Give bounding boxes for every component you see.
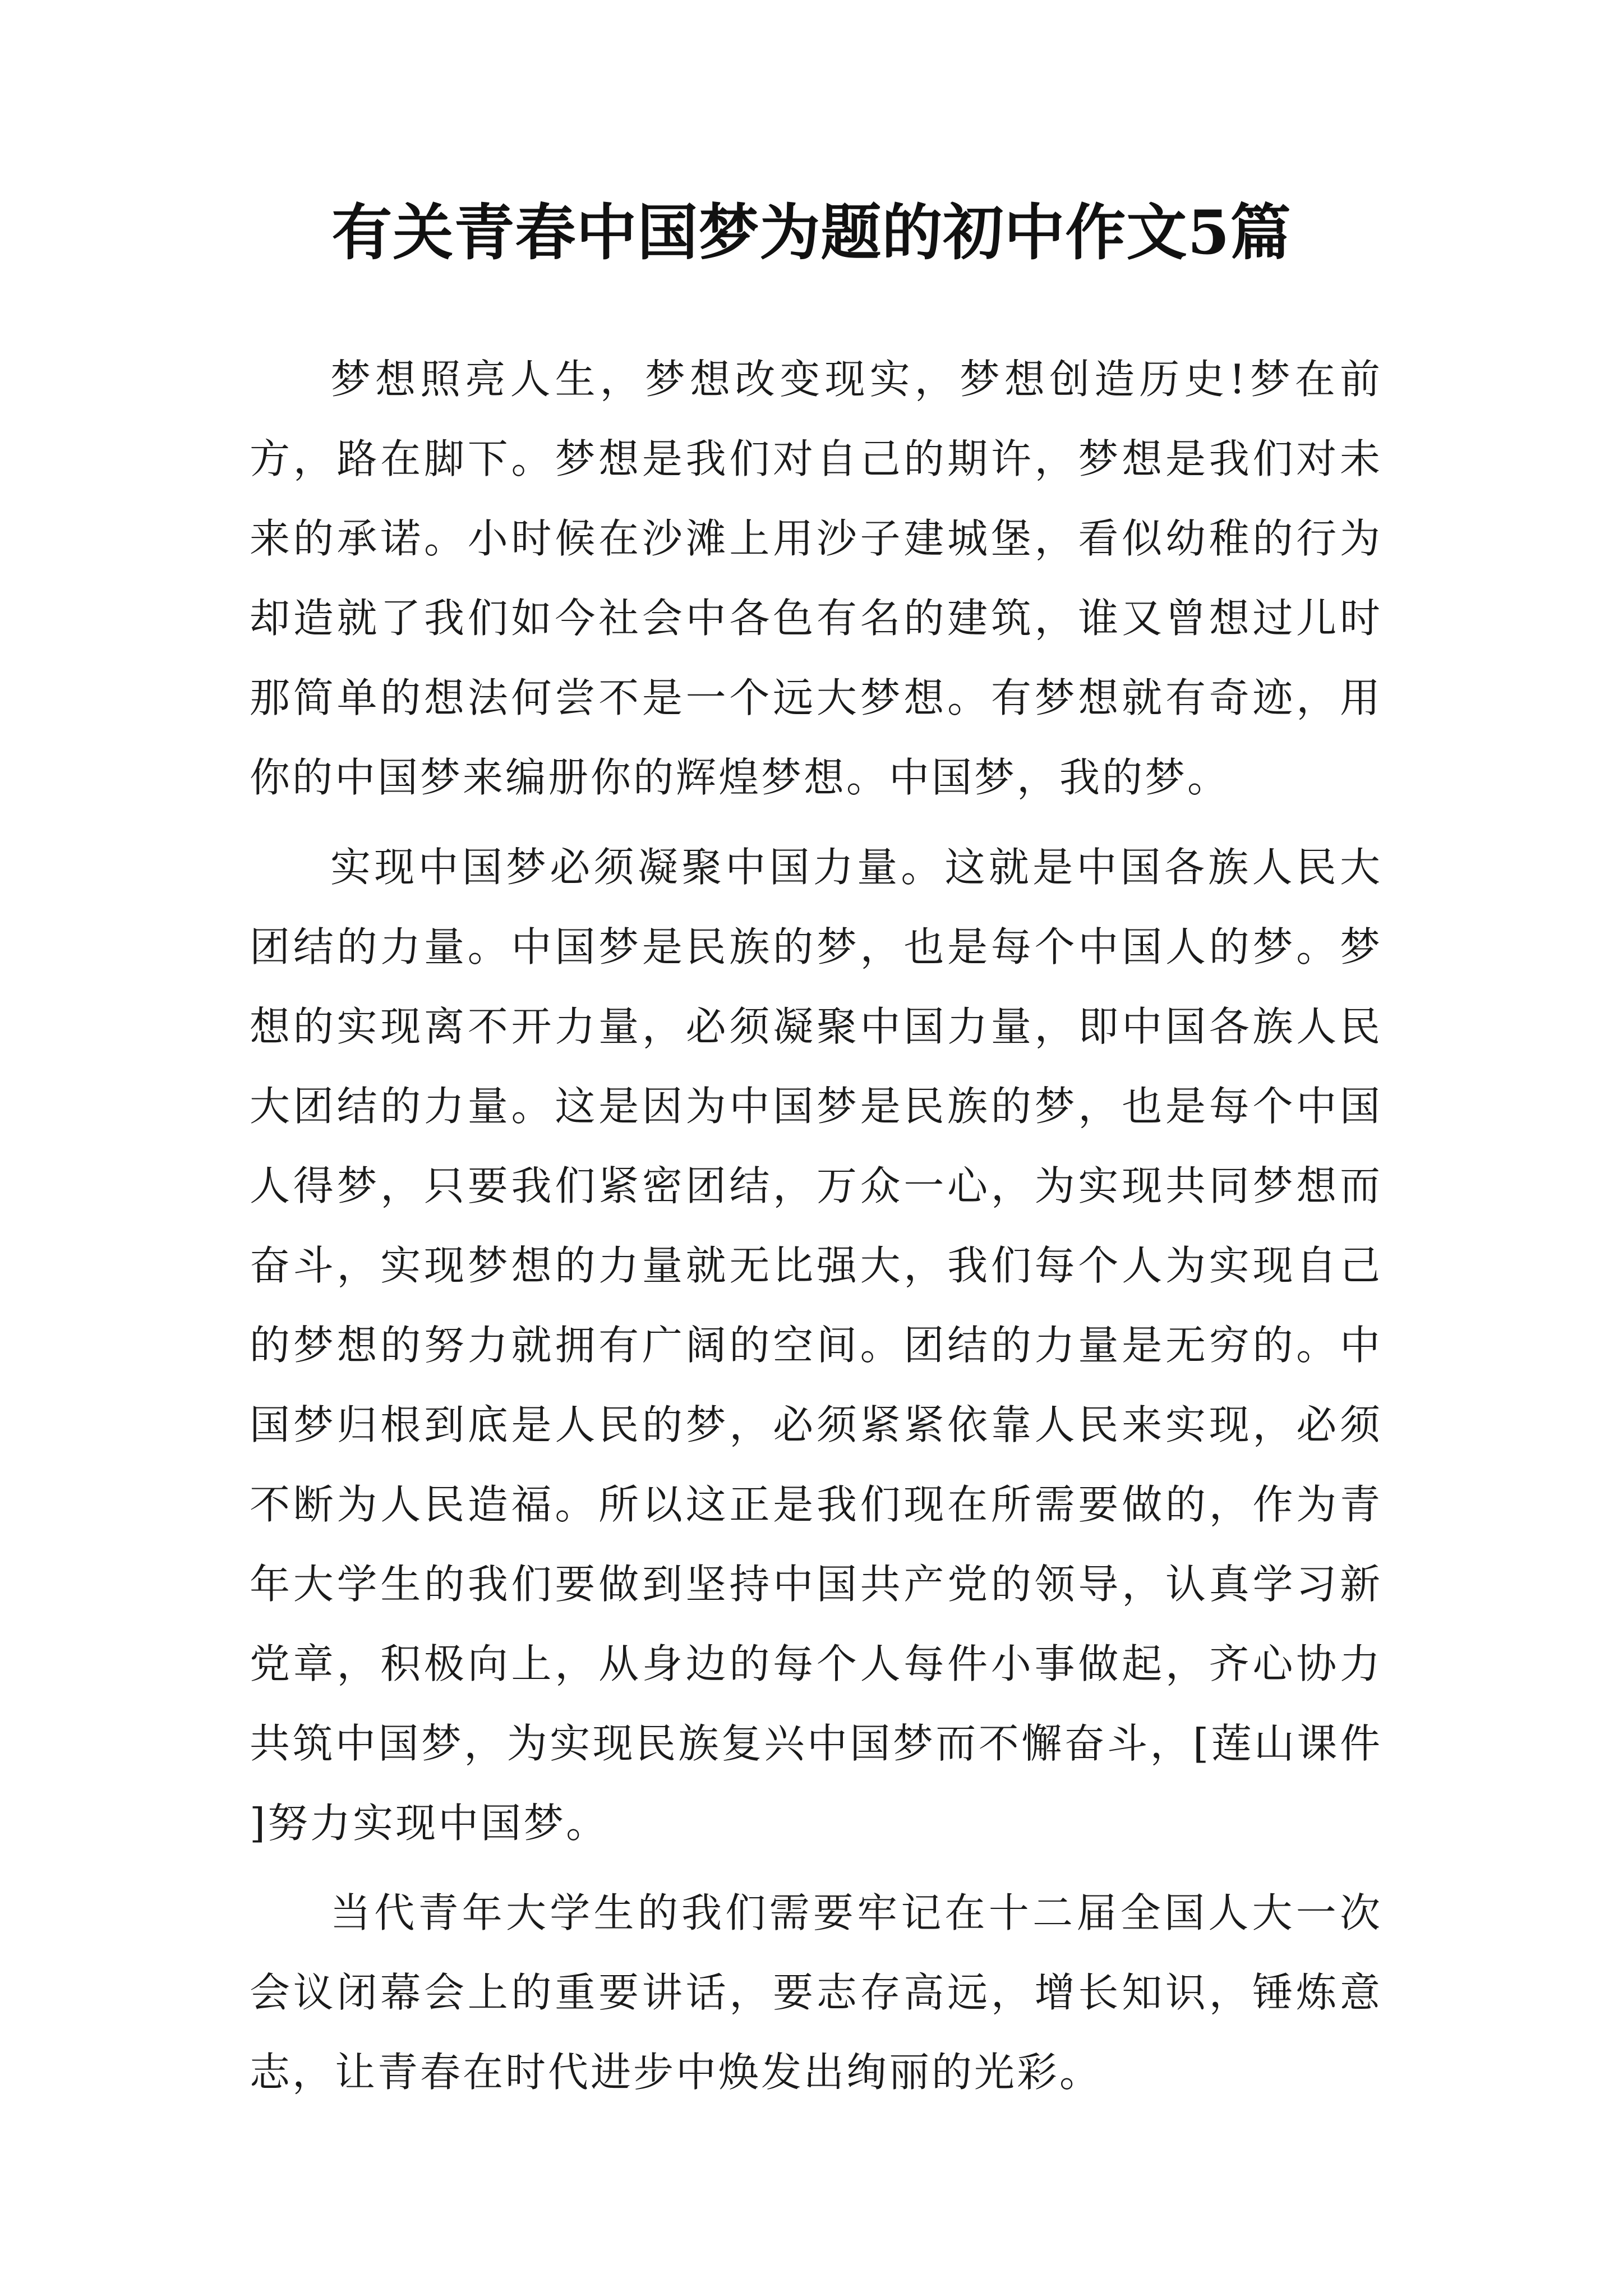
document-title: 有关青春中国梦为题的初中作文5篇 [331,197,1292,268]
paragraph-2: 实现中国梦必须凝聚中国力量。这就是中国各族人民大团结的力量。中国梦是民族的梦，也是每个中国人的梦。梦想的实现离不开力量，必须凝聚中国力量，即中国各族人民大团结的力量。这是因为中国梦是民族的梦，也是每个中国人得梦，只要我们紧密团结，万众一心，为实现共同梦想而奋斗，实现梦想的力量就无比强大，我们每个人为实现自己的梦想的努力就拥有广阔的空间。团结的力量是无穷的。中国梦归根到底是人民的梦，必须紧紧依靠人民来实现，必须不断为人民造福。所以这正是我们现在所需要做的，作为青年大学生的我们要做到坚持中国共产党的领导，认真学习新党章，积极向上，从身边的每个人每件小事做起，齐心协力共筑中国梦，为实现民族复兴中国梦而不懈奋斗，[莲山课件 ]努力实现中国梦。 [250,844,1382,1847]
paragraph-1: 梦想照亮人生，梦想改变现实，梦想创造历史!梦在前方，路在脚下。梦想是我们对自己的期许，梦想是我们对未来的承诺。小时候在沙滩上用沙子建城堡，看似幼稚的行为却造就了我们如今社会中各色有名的建筑，谁又曾想过儿时那简单的想法何尝不是一个远大梦想。有梦想就有奇迹，用你的中国梦来编册你的辉煌梦想。中国梦，我的梦。 [250,356,1382,801]
paragraph-3: 当代青年大学生的我们需要牢记在十二届全国人大一次会议闭幕会上的重要讲话，要志存高远，增长知识，锤炼意志，让青春在时代进步中焕发出绚丽的光彩。 [250,1889,1382,2096]
document-body [250,339,1382,2122]
